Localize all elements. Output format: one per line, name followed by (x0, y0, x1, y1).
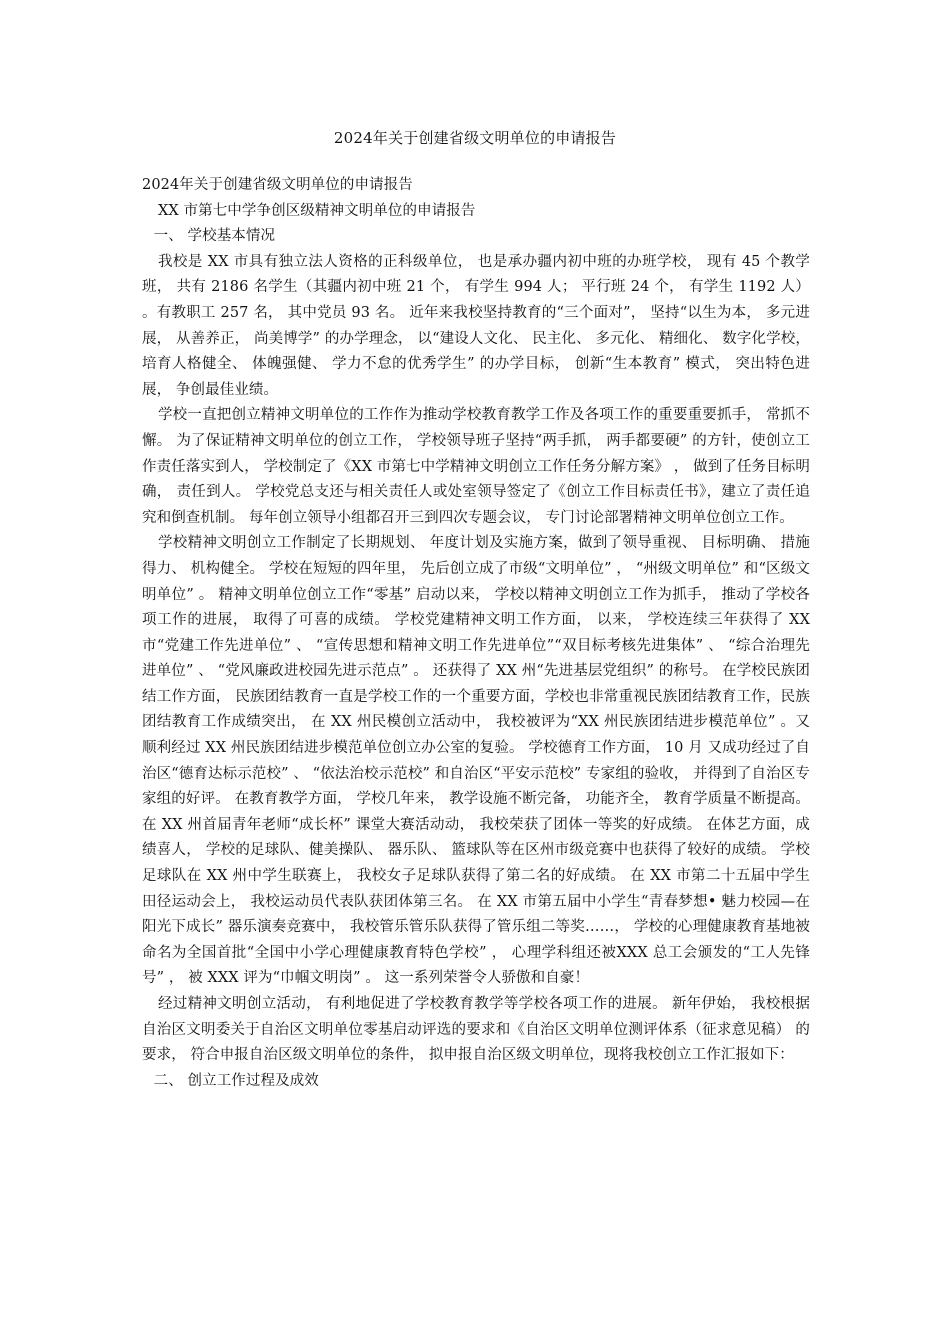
paragraph-achievements: 学校精神文明创立工作制定了长期规划、 年度计划及实施方案，做到了领导重视、 目标明确、 措施得力、 机构健全。 学校在短短的四年里， 先后创立成了市级“文明单位” ， “州级文明单位” 和“区级文明单位” 。 精神文明单位创立工作“零基” 启动以来， 学校以精神文明创立工作为抓手， 推动了学校各项工作的进展， 取得了可喜的成绩。 学校党建精神文明工作方面， 以来， 学校连续三年获得了 XX市“党建工作先进单位” 、 “宣传思想和精神文明工作先进单位”“双目标考核先进集体” 、 “综合治理先进单位” 、 “党风廉政进校园先进示范点” 。 还获得了 XX 州“先进基层党组织” 的称号。 在学校民族团结工作方面， 民族团结教育一直是学校工作的一个重要方面，学校也非常重视民族团结教育工作，民族团结教育工作成绩突出， 在 XX 州民模创立活动中， 我校被评为“XX 州民族团结进步模范单位” 。又顺利经过 XX 州民族团结进步模范单位创立办公室的复验。 学校德育工作方面， 10 月 又成功经过了自治区“德育达标示范校” 、 “依法治校示范校” 和自治区“平安示范校” 专家组的验收， 并得到了自治区专家组的好评。 在教育教学方面， 学校几年来， 教学设施不断完备， 功能齐全， 教育学质量不断提高。 在 XX 州首届青年老师“成长杯” 课堂大赛活动动， 我校荣获了团体一等奖的好成绩。 在体艺方面，成绩喜人， 学校的足球队、健美操队、 器乐队、 篮球队等在区州市级竞赛中也获得了较好的成绩。 学校足球队在 XX 州中学生联赛上， 我校女子足球队获得了第二名的好成绩。 在 XX 市第二十五届中学生田径运动会上， 我校运动员代表队获团体第三名。 在 XX 市第五届中小学生“青春梦想• 魅力校园—在阳光下成长” 器乐演奏竞赛中， 我校管乐管乐队获得了管乐组二等奖……， 学校的心理健康教育基地被命名为全国首批“全国中小学心理健康教育特色学校” ， 心理学科组还被XXX 总工会颁发的“工人先锋号” ， 被 XXX 评为“巾帼文明岗” 。 这一系列荣誉令人骄傲和自豪！ (142, 535, 810, 987)
paragraph-application: 经过精神文明创立活动， 有利地促进了学校教育教学等学校各项工作的进展。 新年伊始， 我校根据自治区文明委关于自治区文明单位零基启动评选的要求和《自治区文明单位测评体系（征求意见稿） 的要求， 符合申报自治区级文明单位的条件， 拟申报自治区级文明单位，现将我校创立工作汇报如下： (142, 996, 810, 1064)
document-subtitle: 2024年关于创建省级文明单位的申请报告 (142, 177, 413, 193)
section-heading-1: 一、 学校基本情况 (153, 228, 276, 245)
report-title: XX 市第七中学争创区级精神文明单位的申请报告 (157, 202, 476, 219)
section-heading-2: 二、 创立工作过程及成效 (153, 1072, 319, 1089)
page-title: 2024年关于创建省级文明单位的申请报告 (333, 129, 617, 147)
paragraph-basic-info: 我校是 XX 市具有独立法人资格的正科级单位， 也是承办疆内初中班的办班学校， 现有 45 个教学班， 共有 2186 名学生（其疆内初中班 21 个， 有学生 994 人； 平行班 24 个， 有学生 1192 人） 。有教职工 257 名， 其中党员 93 名。 近年来我校坚持教育的“三个面对”， 坚持“以生为本， 多元进展， 从善养正， 尚美博学” 的办学理念， 以“建设人文化、 民主化、 多元化、 精细化、 数字化学校，培育人格健全、 体魄强健、 学力不怠的优秀学生” 的办学目标， 创新“生本教育” 模式， 突出特色进展， 争创最佳业绩。 (142, 253, 810, 398)
paragraph-leadership: 学校一直把创立精神文明单位的工作作为推动学校教育教学工作及各项工作的重要重要抓手， 常抓不懈。 为了保证精神文明单位的创立工作， 学校领导班子坚持“两手抓， 两手都要硬” 的方针，使创立工作责任落实到人， 学校制定了《XX 市第七中学精神文明创立工作任务分解方案》 ， 做到了任务目标明确， 责任到人。 学校党总支还与相关责任人或处室领导签定了《创立工作目标责任书》，建立了责任追究和倒查机制。 每年创立领导小组都召开三到四次专题会议， 专门讨论部署精神文明单位创立工作。 (142, 407, 810, 526)
document-body (142, 173, 810, 1094)
